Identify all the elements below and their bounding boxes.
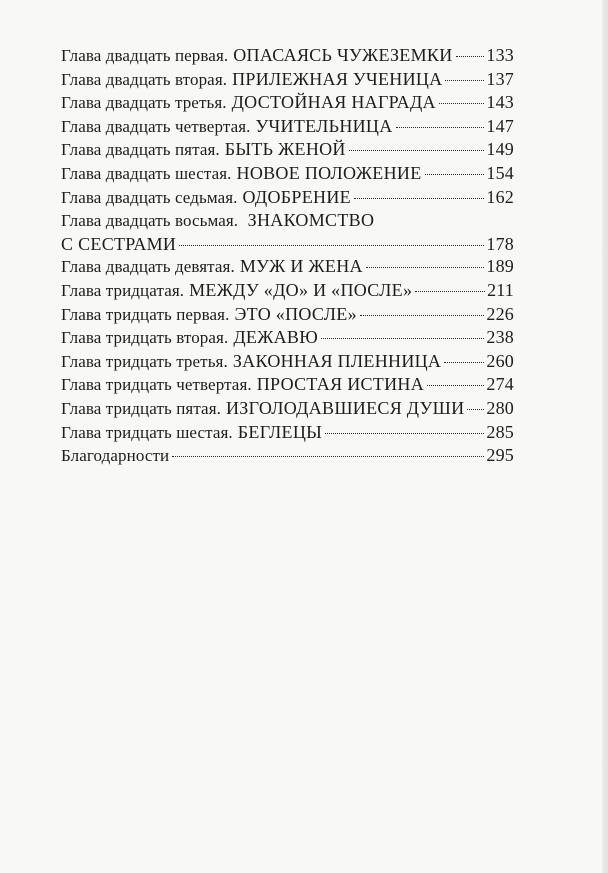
dot-leader	[360, 315, 485, 316]
chapter-label: Глава двадцать восьмая.	[61, 211, 239, 231]
chapter-label: Глава тридцать третья.	[61, 351, 228, 371]
toc-entry-33[interactable]	[61, 350, 514, 374]
dot-leader	[325, 433, 484, 434]
dot-leader	[321, 338, 484, 339]
dot-leader	[396, 127, 485, 128]
chapter-label: Глава двадцать вторая.	[61, 69, 228, 89]
toc-entry-28[interactable]	[61, 209, 514, 255]
page-number: 178	[486, 233, 514, 254]
chapter-title: ИЗГОЛОДАВШИЕСЯ ДУШИ	[225, 397, 465, 418]
chapter-label: Глава двадцать седьмая.	[61, 187, 238, 207]
chapter-label: Глава двадцать третья.	[61, 93, 227, 113]
chapter-label: Глава тридцать шестая.	[61, 422, 233, 442]
page-number: 137	[486, 68, 514, 89]
chapter-label: Глава двадцать четвертая.	[61, 116, 251, 136]
page-number: 162	[486, 186, 514, 207]
dot-leader	[456, 56, 485, 57]
toc-entry-24[interactable]	[61, 115, 514, 139]
chapter-title: ДЕЖАВЮ	[233, 327, 319, 348]
page-number: 133	[486, 45, 514, 65]
toc-entry-31[interactable]	[61, 303, 514, 327]
toc-entry-34[interactable]	[61, 373, 514, 397]
chapter-label: Глава тридцатая.	[61, 280, 185, 300]
chapter-title: ДОСТОЙНАЯ НАГРАДА	[231, 92, 436, 113]
page-number: 274	[486, 374, 514, 395]
dot-leader	[354, 198, 484, 199]
chapter-label: Глава тридцать первая.	[61, 304, 230, 324]
toc-entry-25[interactable]	[61, 138, 514, 162]
page-number: 260	[486, 350, 514, 371]
toc-entry-23[interactable]	[61, 91, 514, 115]
page-number: 149	[486, 139, 514, 160]
chapter-title: ПРОСТАЯ ИСТИНА	[256, 374, 424, 395]
dot-leader	[366, 267, 485, 268]
toc-entry-36[interactable]	[61, 421, 514, 445]
chapter-label: Глава двадцать первая.	[61, 46, 229, 65]
toc-entry-32[interactable]	[61, 326, 514, 350]
dot-leader	[445, 80, 484, 81]
toc-entry-26[interactable]	[61, 162, 514, 186]
toc-entry-30[interactable]	[61, 279, 514, 303]
dot-leader	[425, 174, 485, 175]
chapter-label: Глава двадцать пятая.	[61, 140, 220, 160]
page-number: 189	[486, 256, 514, 277]
chapter-title: ЭТО «ПОСЛЕ»	[234, 303, 357, 324]
toc-entry-22[interactable]	[61, 68, 514, 92]
chapter-title: МЕЖДУ «ДО» И «ПОСЛЕ»	[189, 279, 413, 300]
chapter-title: БЫТЬ ЖЕНОЙ	[224, 139, 346, 160]
chapter-title: БЕГЛЕЦЫ	[237, 421, 323, 442]
page-number: 226	[486, 303, 514, 324]
table-of-contents	[61, 44, 514, 468]
acknowledgements-label: Благодарности	[61, 446, 170, 466]
dot-leader	[179, 245, 484, 246]
page-number: 147	[486, 115, 514, 136]
chapter-title: ОПАСАЯСЬ ЧУЖЕЗЕМКИ	[233, 45, 453, 65]
page-number: 280	[486, 397, 514, 418]
page-number: 154	[486, 162, 514, 183]
chapter-label: Глава тридцать четвертая.	[61, 375, 252, 395]
page-number: 238	[486, 327, 514, 348]
dot-leader	[467, 409, 484, 410]
toc-entry-line-2	[61, 233, 514, 256]
chapter-label: Глава двадцать девятая.	[61, 257, 235, 277]
chapter-title-continued: С СЕСТРАМИ	[61, 233, 177, 254]
chapter-title: ОДОБРЕНИЕ	[242, 186, 351, 207]
chapter-label: Глава тридцать пятая.	[61, 398, 221, 418]
chapter-label: Глава тридцать вторая.	[61, 328, 229, 348]
toc-entry-21[interactable]	[61, 44, 514, 68]
chapter-title: НОВОЕ ПОЛОЖЕНИЕ	[236, 162, 422, 183]
page-edge	[602, 0, 608, 873]
dot-leader	[427, 385, 484, 386]
chapter-label: Глава двадцать шестая.	[61, 163, 232, 183]
toc-entry-35[interactable]	[61, 397, 514, 421]
chapter-title: ЗАКОННАЯ ПЛЕННИЦА	[232, 350, 442, 371]
chapter-title: ЗНАКОМСТВО	[247, 210, 375, 231]
dot-leader	[349, 150, 485, 151]
page-number: 211	[487, 279, 514, 300]
chapter-title: УЧИТЕЛЬНИЦА	[255, 115, 393, 136]
dot-leader	[415, 291, 485, 292]
page-number: 285	[486, 421, 514, 442]
dot-leader	[439, 103, 485, 104]
chapter-title: МУЖ И ЖЕНА	[239, 256, 363, 277]
toc-entry-29[interactable]	[61, 255, 514, 279]
page-number: 295	[486, 445, 514, 466]
toc-entry-line-1	[61, 209, 514, 233]
page-number: 143	[486, 92, 514, 113]
dot-leader	[444, 362, 484, 363]
chapter-title: ПРИЛЕЖНАЯ УЧЕНИЦА	[232, 68, 443, 89]
toc-entry-acknowledgements[interactable]	[61, 444, 514, 468]
dot-leader	[172, 456, 484, 457]
toc-entry-27[interactable]	[61, 186, 514, 210]
